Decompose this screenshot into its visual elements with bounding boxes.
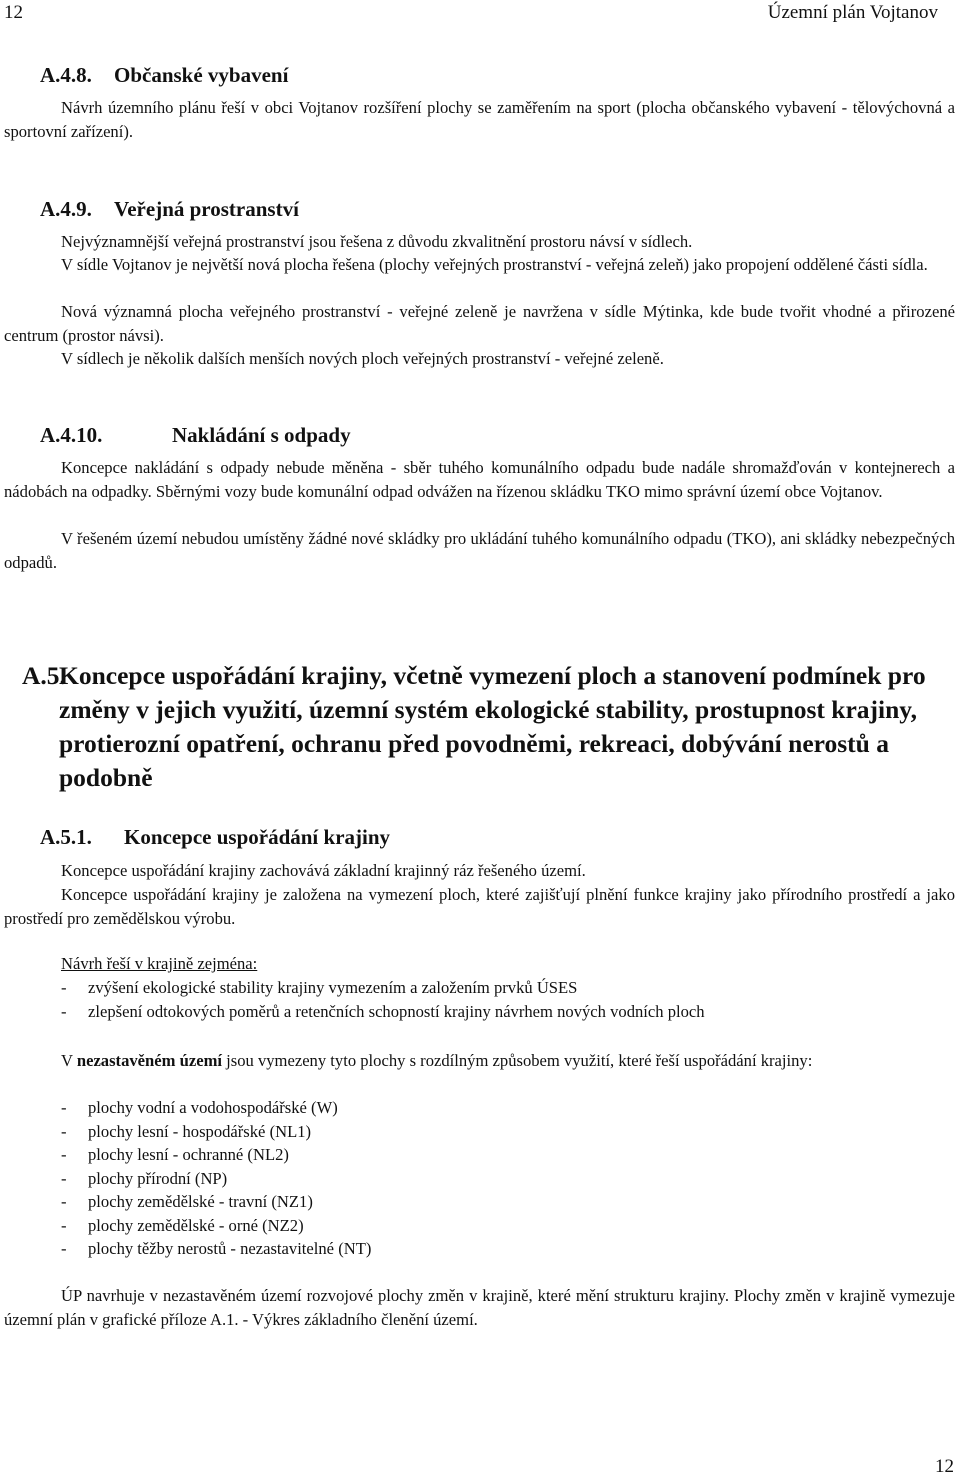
paragraph-a410-1: Koncepce nakládání s odpady nebude měněna - sběr tuhého komunálního odpadu bude nadále shromažďován v kontejnerech a nádobách na odpadky. Sběrnými vozy bude komunální odpad odvážen na řízenou skládku TKO mimo správní území obce Vojtanov. xyxy=(4,458,955,501)
list-item: - plochy lesní - hospodářské (NL1) xyxy=(61,1120,371,1144)
heading-a410 xyxy=(40,423,351,448)
list-item: - plochy těžby nerostů - nezastavitelné (NT) xyxy=(61,1237,371,1261)
paragraph-a410-2: V řešeném území nebudou umístěny žádné nové skládky pro ukládání tuhého komunálního odpadu (TKO), ani skládky nebezpečných odpadů. xyxy=(4,529,955,572)
paragraph-final: ÚP navrhuje v nezastavěném území rozvojové plochy změn v krajině, které mění strukturu krajiny. Plochy změn v krajině vymezuje územní plán v grafické příloze A.1. - Výkres základního členění území. xyxy=(4,1286,955,1329)
paragraph-a49-1: Nejvýznamnější veřejná prostranství jsou řešena z důvodu zkvalitnění prostoru návsí v sídlech. xyxy=(61,232,693,251)
unbuilt-pre: V xyxy=(61,1051,77,1070)
heading-a5-title: Koncepce uspořádání krajiny, včetně vymezení ploch a stanovení podmínek pro změny v jejich využití, územní systém ekologické stability, prostupnost krajiny, protierozní opatření, ochranu před povodněmi, rekreaci, dobývání nerostů a podobně xyxy=(59,661,926,792)
heading-a410-title: Nakládání s odpady xyxy=(172,423,351,447)
unbuilt-post: jsou vymezeny tyto plochy s rozdílným způsobem využití, které řeší uspořádání krajiny: xyxy=(222,1051,813,1070)
paragraph-a49-4: V sídlech je několik dalších menších nových ploch veřejných prostranství - veřejné zeleně. xyxy=(61,349,664,368)
heading-a49 xyxy=(40,197,299,222)
heading-a51-title: Koncepce uspořádání krajiny xyxy=(124,825,391,849)
heading-a49-title: Veřejná prostranství xyxy=(114,197,299,221)
list-item: - plochy vodní a vodohospodářské (W) xyxy=(61,1096,371,1120)
header-page-number: 12 xyxy=(4,2,23,23)
list-item: - plochy lesní - ochranné (NL2) xyxy=(61,1143,371,1167)
paragraph-a51-2: Koncepce uspořádání krajiny je založena na vymezení ploch, které zajišťují plnění funkce krajiny jako přírodního prostředí a jako prostředí pro zemědělskou výrobu. xyxy=(4,885,955,928)
paragraph-a49-3: Nová významná plocha veřejného prostranství - veřejné zeleně je navržena v sídle Mýtinka, kde bude tvořit vhodné a přirozené centrum (prostor návsi). xyxy=(4,302,955,345)
heading-a5-number: A.5. xyxy=(22,661,66,690)
heading-a410-number: A.4.10. xyxy=(40,423,103,447)
heading-a48-title: Občanské vybavení xyxy=(114,63,289,87)
heading-a49-number: A.4.9. xyxy=(40,197,92,221)
proposal-label: Návrh řeší v krajině zejména: xyxy=(61,954,258,973)
paragraph-a48-1: Návrh územního plánu řeší v obci Vojtanov rozšíření plochy se zaměřením na sport (plocha občanského vybavení - tělovýchovná a sportovní zařízení). xyxy=(4,98,955,141)
paragraph-unbuilt-area xyxy=(4,1049,955,1073)
footer-page-number: 12 xyxy=(935,1456,954,1477)
heading-a51 xyxy=(40,825,390,850)
header-document-title: Územní plán Vojtanov xyxy=(767,2,938,23)
list-item: - plochy přírodní (NP) xyxy=(61,1167,371,1191)
heading-a5 xyxy=(22,659,952,795)
area-types-list xyxy=(61,1096,371,1261)
heading-a51-number: A.5.1. xyxy=(40,825,92,849)
proposal-list xyxy=(61,976,705,1023)
paragraph-a49-2: V sídle Vojtanov je největší nová plocha řešena (plochy veřejných prostranství - veřejná zeleň) jako propojení oddělené části sídla. xyxy=(61,255,928,274)
list-item: - plochy zemědělské - travní (NZ1) xyxy=(61,1190,371,1214)
list-item: - zlepšení odtokových poměrů a retenčních schopností krajiny návrhem nových vodních ploch xyxy=(61,1000,705,1024)
paragraph-a51-1: Koncepce uspořádání krajiny zachovává základní krajinný ráz řešeného území. xyxy=(61,861,586,880)
heading-a48-number: A.4.8. xyxy=(40,63,92,87)
heading-a48 xyxy=(40,63,288,88)
list-item: - plochy zemědělské - orné (NZ2) xyxy=(61,1214,371,1238)
list-item: - zvýšení ekologické stability krajiny vymezením a založením prvků ÚSES xyxy=(61,976,705,1000)
unbuilt-bold-term: nezastavěném území xyxy=(76,1051,222,1070)
